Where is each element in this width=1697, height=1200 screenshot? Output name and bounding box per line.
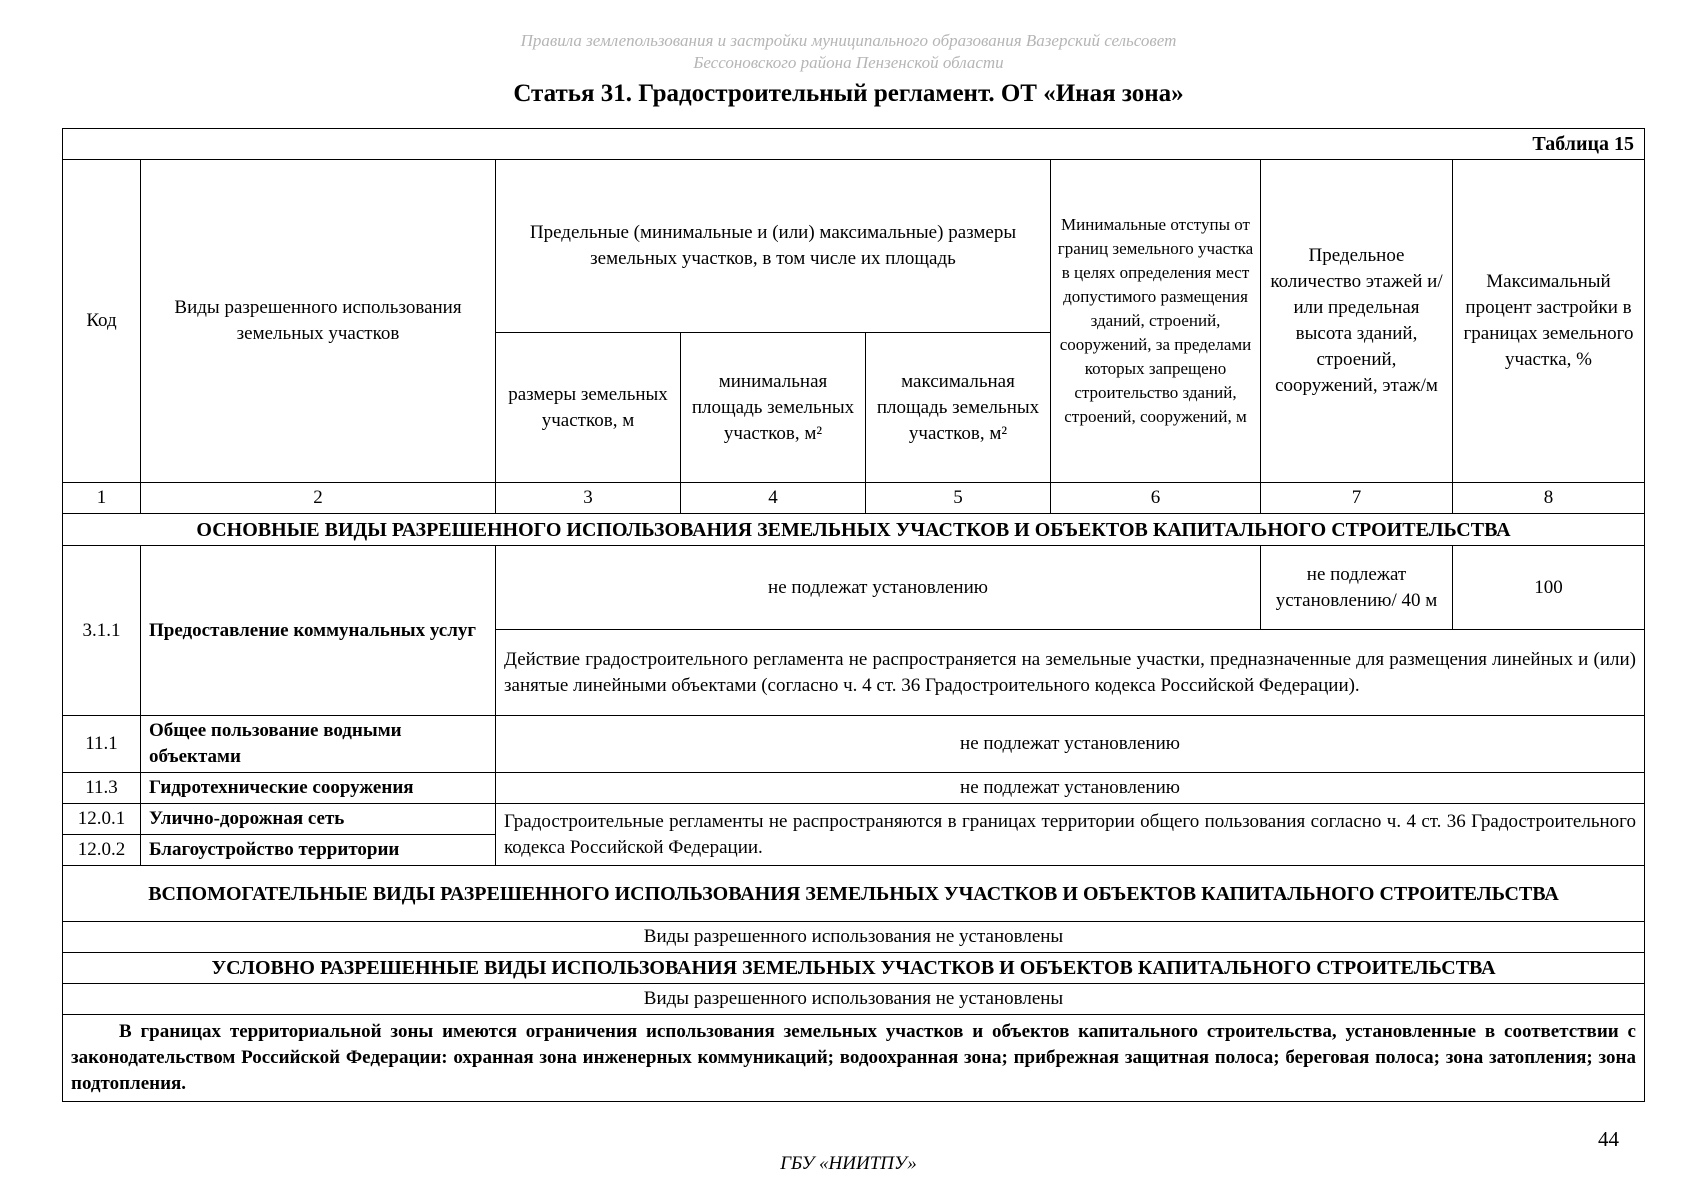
section-heading-main: ОСНОВНЫЕ ВИДЫ РАЗРЕШЕННОГО ИСПОЛЬЗОВАНИЯ ЗЕМЕЛЬНЫХ УЧАСТКОВ И ОБЪЕКТОВ КАПИТАЛЬНОГО СТРОИТЕЛЬСТВА [63, 514, 1645, 546]
header-max-area: максимальная площадь земельных участков, м² [866, 333, 1051, 483]
row-use-name: Гидротехнические сооружения [141, 773, 496, 804]
column-number: 2 [141, 483, 496, 514]
header-code: Код [63, 160, 141, 483]
row-code: 12.0.2 [63, 835, 141, 866]
row-use-name: Улично-дорожная сеть [141, 804, 496, 835]
column-number: 3 [496, 483, 681, 514]
header-dimensions: размеры земельных участков, м [496, 333, 681, 483]
header-size-limits: Предельные (минимальные и (или) максимальные) размеры земельных участков, в том числе их площадь [496, 160, 1051, 333]
column-numbers-row [63, 483, 1645, 514]
table-row [63, 804, 1645, 835]
restrictions-row [63, 1015, 1645, 1102]
table-row [63, 716, 1645, 773]
auxiliary-text: Виды разрешенного использования не установлены [63, 922, 1645, 953]
table-number-row [63, 129, 1645, 160]
section-cond-row [63, 953, 1645, 984]
header-floors: Предельное количество этажей и/или предельная высота зданий, строений, сооружений, этаж/м [1261, 160, 1453, 483]
row-use-name: Общее пользование водными объектами [141, 716, 496, 773]
table-row [63, 773, 1645, 804]
shared-row-note: Градостроительные регламенты не распространяются в границах территории общего пользования согласно ч. 4 ст. 36 Градостроительного кодекса Российской Федерации. [496, 804, 1645, 866]
row-value: не подлежат установлению [496, 773, 1645, 804]
table-number: Таблица 15 [63, 129, 1645, 160]
restrictions-note: В границах территориальной зоны имеются ограничения использования земельных участков и объектов капитального строительства, установленные в соответствии с законодательством Российской Федерации: охранная зона инженерных коммуникаций; водоохранная зона; прибрежная защитная полоса; береговая полоса; зона затопления; зона подтопления. [63, 1015, 1645, 1102]
row-value: не подлежат установлению [496, 716, 1645, 773]
section-heading-auxiliary: ВСПОМОГАТЕЛЬНЫЕ ВИДЫ РАЗРЕШЕННОГО ИСПОЛЬЗОВАНИЯ ЗЕМЕЛЬНЫХ УЧАСТКОВ И ОБЪЕКТОВ КАПИТАЛЬНОГО СТРОИТЕЛЬСТВА [63, 866, 1645, 922]
regulation-table [62, 128, 1645, 1102]
conditional-text: Виды разрешенного использования не установлены [63, 984, 1645, 1015]
row-code: 11.1 [63, 716, 141, 773]
table-row [63, 546, 1645, 630]
row-floors-value: не подлежат установлению/ 40 м [1261, 546, 1453, 630]
column-number: 8 [1453, 483, 1645, 514]
section-aux-row [63, 866, 1645, 922]
row-code: 3.1.1 [63, 546, 141, 716]
cond-text-row [63, 984, 1645, 1015]
column-number: 7 [1261, 483, 1453, 514]
row-limits-value: не подлежат установлению [496, 546, 1261, 630]
row-coverage-value: 100 [1453, 546, 1645, 630]
column-number: 4 [681, 483, 866, 514]
row-use-name: Предоставление коммунальных услуг [141, 546, 496, 716]
section-main-row [63, 514, 1645, 546]
running-header-line1: Правила землепользования и застройки муниципального образования Вазерский сельсовет [520, 31, 1177, 50]
row-note: Действие градостроительного регламента не распространяется на земельные участки, предназначенные для размещения линейных и (или) занятые линейными объектами (согласно ч. 4 ст. 36 Градостроительного кодекса Российской Федерации). [496, 630, 1645, 716]
column-number: 6 [1051, 483, 1261, 514]
section-heading-conditional: УСЛОВНО РАЗРЕШЕННЫЕ ВИДЫ ИСПОЛЬЗОВАНИЯ ЗЕМЕЛЬНЫХ УЧАСТКОВ И ОБЪЕКТОВ КАПИТАЛЬНОГО СТРОИТЕЛЬСТВА [63, 953, 1645, 984]
page-number: 44 [1598, 1127, 1619, 1151]
column-number: 1 [63, 483, 141, 514]
header-coverage: Максимальный процент застройки в границах земельного участка, % [1453, 160, 1645, 483]
row-code: 11.3 [63, 773, 141, 804]
column-number: 5 [866, 483, 1051, 514]
header-min-area: минимальная площадь земельных участков, м² [681, 333, 866, 483]
header-setbacks: Минимальные отступы от границ земельного участка в целях определения мест допустимого размещения зданий, строений, сооружений, за пределами которых запрещено строительство зданий, строений, сооружений, м [1051, 160, 1261, 483]
footer-organization: ГБУ «НИИТПУ» [780, 1153, 917, 1174]
row-use-name: Благоустройство территории [141, 835, 496, 866]
row-code: 12.0.1 [63, 804, 141, 835]
running-header-line2: Бессоновского района Пензенской области [693, 53, 1004, 72]
header-row-1 [63, 160, 1645, 333]
header-use-type: Виды разрешенного использования земельных участков [141, 160, 496, 483]
page-title: Статья 31. Градостроительный регламент. ОТ «Иная зона» [513, 80, 1184, 107]
aux-text-row [63, 922, 1645, 953]
